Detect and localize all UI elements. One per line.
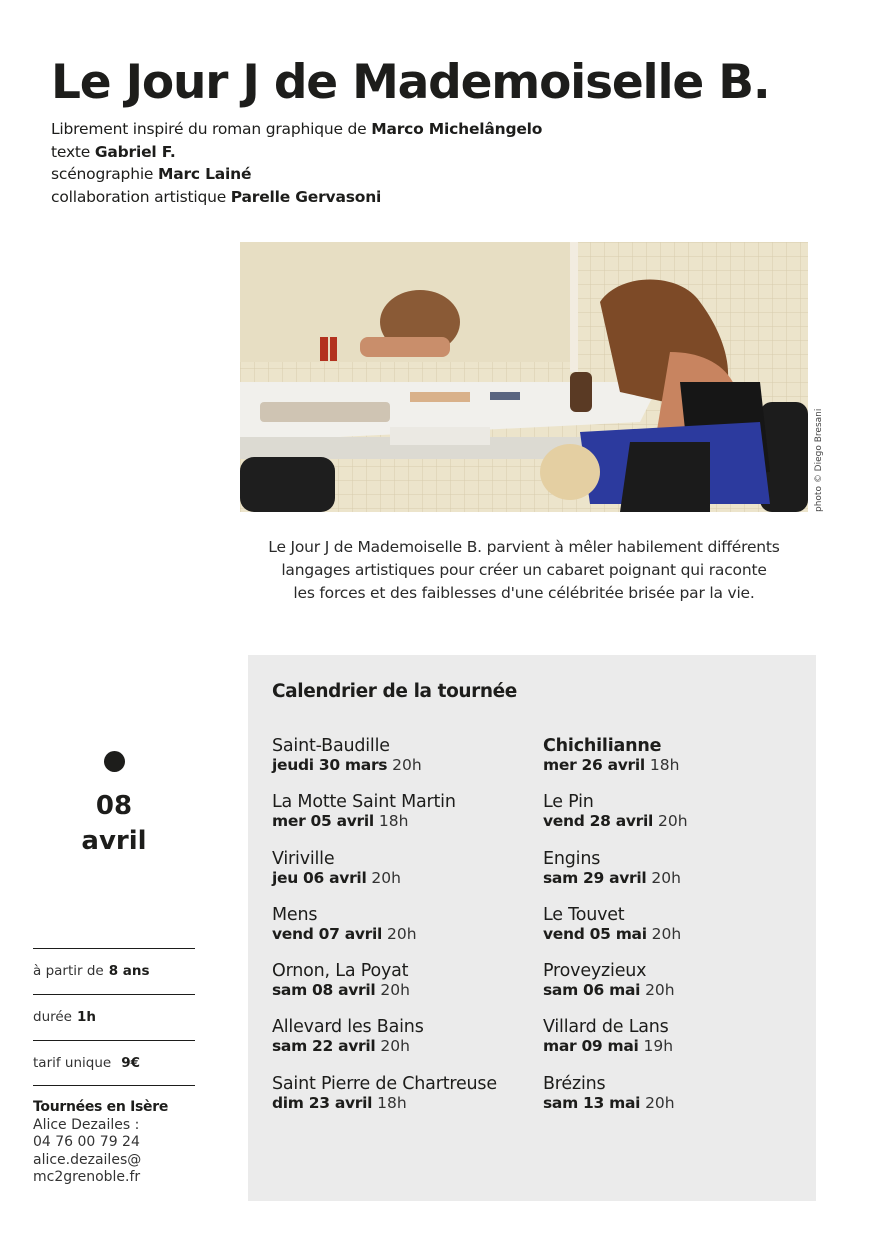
calendar-column-right <box>543 737 808 1131</box>
date-bullet-icon <box>104 751 125 772</box>
contact-name: Alice Dezailes : <box>33 1116 140 1133</box>
duration-value: 1h <box>77 1009 97 1025</box>
calendar-entry: Villard de Lans mar 09 mai 19h <box>543 1017 674 1056</box>
contact-phone: 04 76 00 79 24 <box>33 1134 140 1150</box>
intro-line: les forces et des faiblesses d'une célébritée brisée par la vie. <box>293 584 755 602</box>
calendar-entry: Saint-Baudille jeudi 30 mars 20h <box>272 736 422 774</box>
calendar-entry: Allevard les Bains sam 22 avril 20h <box>272 1017 424 1056</box>
credit-line: Librement inspiré du roman graphique de Marco Michelângelo <box>51 120 543 138</box>
credit-line: scénographie Marc Lainé <box>51 165 252 183</box>
calendar-entry: Mens vend 07 avril 20h <box>272 904 417 943</box>
calendar-title: Calendrier de la tournée <box>272 681 517 702</box>
credit-name: Marc Lainé <box>158 165 252 183</box>
show-photo <box>240 242 808 512</box>
date-day: 08 <box>95 791 133 821</box>
photo-credit: photo © Diego Bresani <box>814 408 824 512</box>
calendar-entry: Saint Pierre de Chartreuse dim 23 avril 18h <box>272 1073 497 1112</box>
age-row: à partir de 8 ans <box>33 948 195 994</box>
credit-name: Parelle Gervasoni <box>230 187 382 206</box>
contact-email: alice.dezailes@ <box>33 1151 142 1168</box>
age-value: 8 ans <box>108 963 150 979</box>
price-value: 9€ <box>121 1054 141 1071</box>
calendar-entry: Engins sam 29 avril 20h <box>543 848 681 887</box>
calendar-entry: Brézins sam 13 mai 20h <box>543 1073 675 1112</box>
credit-line: collaboration artistique Parelle Gervasoni <box>51 187 382 206</box>
calendar-entry: Chichilianne mer 26 avril 18h <box>543 736 680 774</box>
credits <box>51 118 542 208</box>
contact-block <box>33 1099 195 1187</box>
page-title: Le Jour J de Mademoiselle B. <box>51 55 770 110</box>
contact-email-domain: mc2grenoble.fr <box>33 1169 141 1185</box>
calendar-column-left <box>272 737 537 1131</box>
contact-title: Tournées en Isère <box>33 1099 169 1115</box>
credit-line: texte Gabriel F. <box>51 142 176 161</box>
credit-name: Gabriel F. <box>94 142 176 161</box>
calendar-entry: La Motte Saint Martin mer 05 avril 18h <box>272 792 456 831</box>
calendar-entry: Le Pin vend 28 avril 20h <box>543 792 688 831</box>
price-row: tarif unique 9€ <box>33 1040 195 1086</box>
credit-name: Marco Michelângelo <box>371 120 543 138</box>
calendar-entry: Le Touvet vend 05 mai 20h <box>543 904 682 943</box>
tour-calendar <box>248 655 816 1201</box>
calendar-entry: Viriville jeu 06 avril 20h <box>272 848 401 887</box>
date-month: avril <box>81 826 147 856</box>
intro-line: Le Jour J de Mademoiselle B. parvient à mêler habilement différents <box>268 538 780 556</box>
intro-line: langages artistiques pour créer un cabaret poignant qui raconte <box>281 561 767 579</box>
dressing-room-image <box>240 242 808 512</box>
calendar-entry: Ornon, La Poyat sam 08 avril 20h <box>272 961 410 1000</box>
info-panel <box>33 948 195 1187</box>
calendar-entry: Proveyzieux sam 06 mai 20h <box>543 961 675 1000</box>
intro-text <box>240 536 808 605</box>
duration-row: durée 1h <box>33 994 195 1040</box>
